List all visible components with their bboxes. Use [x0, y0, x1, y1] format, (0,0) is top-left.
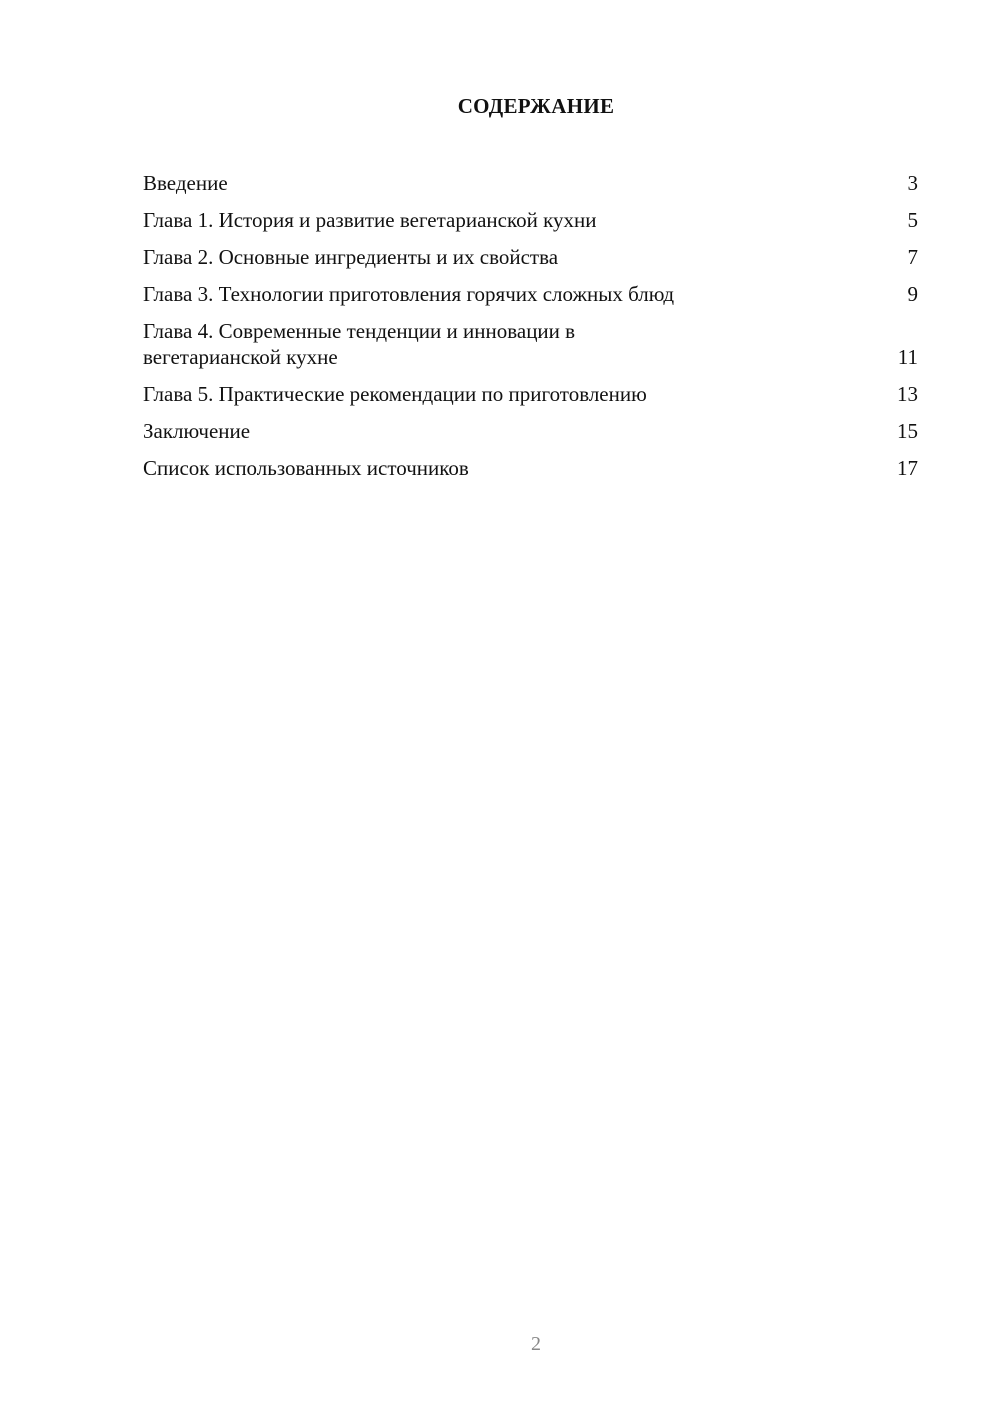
toc-entry-introduction[interactable] [143, 170, 918, 196]
toc-entry-page: 15 [897, 419, 918, 443]
toc-entry-chapter-2[interactable] [143, 244, 918, 270]
toc-entry-page: 13 [897, 382, 918, 406]
toc-entry-label: Введение [143, 171, 228, 195]
page-title: СОДЕРЖАНИЕ [457, 94, 615, 118]
toc-entry-page: 11 [897, 345, 918, 369]
toc-entry-references[interactable] [143, 455, 918, 481]
toc-entry-label: Список использованных источников [143, 456, 469, 480]
toc-entry-chapter-3[interactable] [143, 281, 918, 307]
toc-entry-conclusion[interactable] [143, 418, 918, 444]
toc-entry-label: Глава 1. История и развитие вегетарианской кухни [143, 208, 597, 232]
toc-entry-chapter-1[interactable] [143, 207, 918, 233]
toc-entry-page: 17 [897, 456, 918, 480]
toc-entry-page: 3 [907, 171, 918, 195]
toc-entry-label: Глава 4. Современные тенденции и инновации в вегетарианской кухне [143, 319, 576, 369]
toc-entry-chapter-5[interactable] [143, 381, 918, 407]
toc-entry-page: 5 [907, 208, 918, 232]
toc-entry-label: Глава 2. Основные ингредиенты и их свойства [143, 245, 559, 269]
toc-entry-chapter-4[interactable] [143, 318, 918, 370]
toc-entry-label: Глава 5. Практические рекомендации по приготовлению [143, 382, 647, 406]
table-of-contents [143, 170, 918, 492]
toc-entry-page: 7 [907, 245, 918, 269]
toc-entry-label: Заключение [143, 419, 251, 443]
page-number: 2 [531, 1333, 541, 1355]
toc-entry-label: Глава 3. Технологии приготовления горячих сложных блюд [143, 282, 675, 306]
toc-entry-page: 9 [907, 282, 918, 306]
